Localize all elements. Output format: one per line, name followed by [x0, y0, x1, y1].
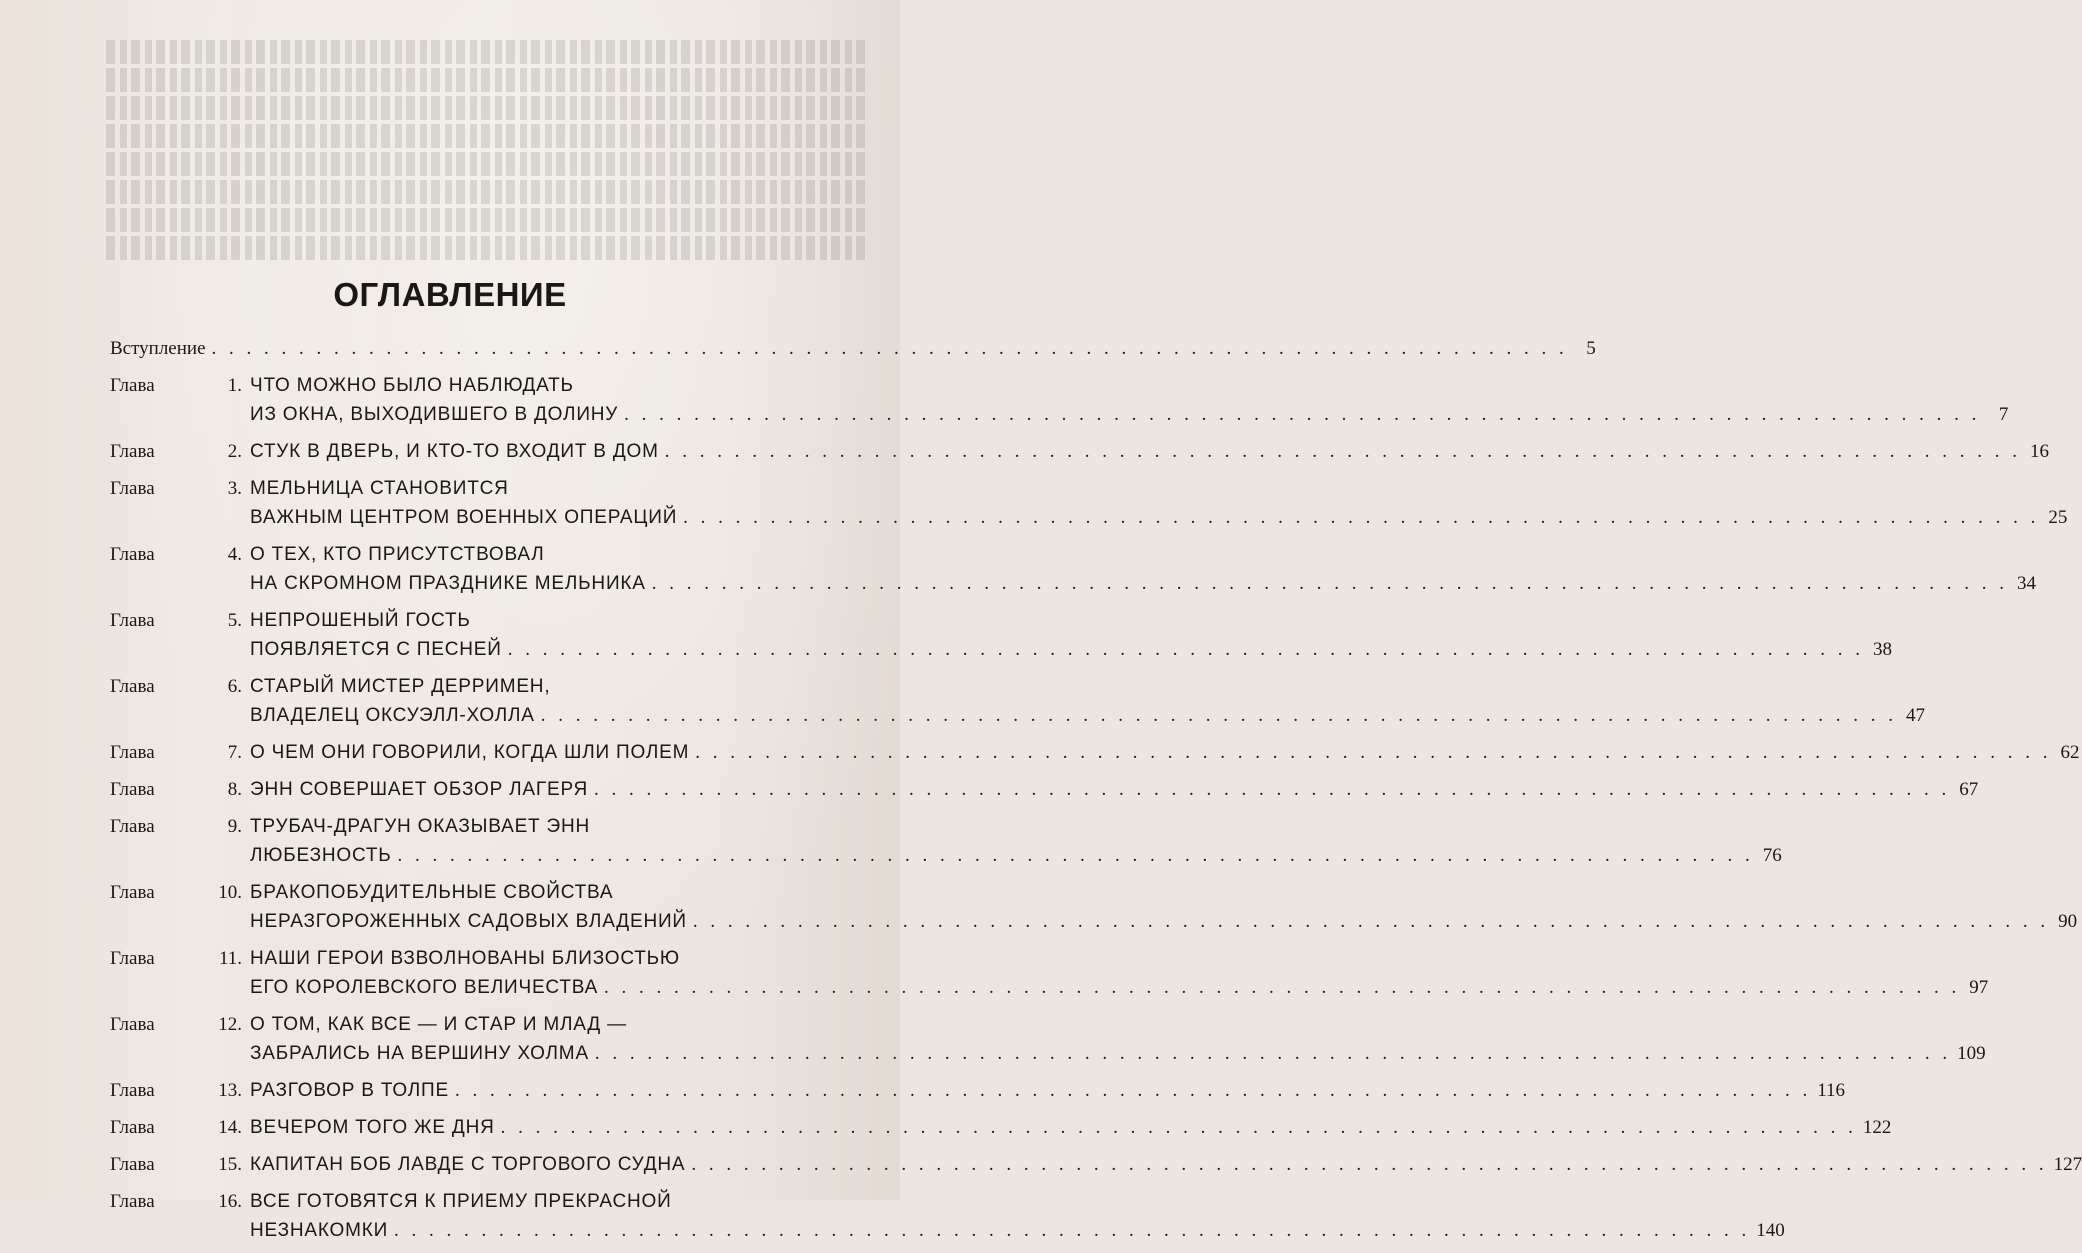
chapter-page-number: 16: [2029, 441, 2049, 462]
chapter-title-text: ЭНН СОВЕРШАЕТ ОБЗОР ЛАГЕРЯ: [250, 779, 589, 800]
chapter-number: 12.: [218, 1014, 242, 1035]
leader-dots: [665, 437, 2021, 466]
chapter-number: 4.: [227, 544, 242, 565]
chapter-page-number: 34: [2017, 573, 2036, 594]
leader-dots: [398, 841, 1754, 870]
toc-title: ОГЛАВЛЕНИЕ: [333, 276, 567, 313]
chapter-label: Глава: [110, 441, 155, 462]
chapter-title-text: ВСЕ ГОТОВЯТСЯ К ПРИЕМУ ПРЕКРАСНОЙ: [250, 1191, 672, 1212]
chapter-number: 8.: [227, 779, 242, 800]
chapter-title-block: [208, 672, 1925, 730]
toc-entry-chapter: [110, 1113, 1892, 1142]
chapter-title-line: [208, 878, 820, 907]
chapter-title-line: [208, 606, 820, 635]
chapter-label: Глава: [110, 478, 155, 499]
chapter-title-line: [208, 775, 1979, 804]
chapter-title-line: [208, 973, 1989, 1002]
chapter-label: Глава: [110, 610, 155, 631]
chapter-title-line: [208, 1187, 820, 1216]
chapter-number: 11.: [218, 948, 242, 969]
chapter-page-number: 38: [1872, 639, 1892, 660]
chapter-title-block: [208, 738, 2080, 767]
chapter-title-line: [208, 907, 2078, 936]
toc-entry-chapter: [110, 371, 2009, 429]
toc-entry-chapter: [110, 606, 1892, 664]
toc-entry-chapter: [110, 878, 2078, 936]
leader-dots: [394, 1216, 1750, 1245]
chapter-page-number: 97: [1969, 977, 1989, 998]
chapter-title-text: ЛЮБЕЗНОСТЬ: [250, 845, 392, 866]
toc-entry-intro: [110, 334, 1596, 363]
chapter-title-text: СТУК В ДВЕРЬ, И КТО-ТО ВХОДИТ В ДОМ: [250, 441, 659, 462]
leader-dots: [455, 1076, 1811, 1105]
chapter-label: Глава: [110, 742, 155, 763]
toc-entry-chapter: [110, 474, 2068, 532]
chapter-title-line: [208, 635, 1892, 664]
toc-entry-chapter: [110, 812, 1782, 870]
chapter-title-line: [208, 701, 1925, 730]
chapter-number: 10.: [218, 882, 242, 903]
chapter-title-line: [208, 400, 2009, 429]
chapter-title-text: О ЧЕМ ОНИ ГОВОРИЛИ, КОГДА ШЛИ ПОЛЕМ: [250, 742, 690, 763]
chapter-title-block: [208, 1113, 1892, 1142]
chapter-title-line: [208, 812, 820, 841]
leader-dots: [508, 635, 1864, 664]
chapter-title-block: [208, 1076, 1846, 1105]
chapter-title-line: [208, 841, 1782, 870]
toc-entry-chapter: [110, 1187, 1785, 1245]
toc-entry-chapter: [110, 437, 2049, 466]
chapter-number: 16.: [218, 1191, 242, 1212]
chapter-title-text: ВЕЧЕРОМ ТОГО ЖЕ ДНЯ: [250, 1117, 495, 1138]
toc-entry-chapter: [110, 1076, 1846, 1105]
leader-dots: [693, 907, 2049, 936]
chapter-title-line: [208, 1010, 820, 1039]
chapter-title-line: [208, 672, 820, 701]
chapter-title-line: [208, 1039, 1986, 1068]
chapter-title-text: ЧТО МОЖНО БЫЛО НАБЛЮДАТЬ: [250, 375, 574, 396]
chapter-page-number: 76: [1762, 845, 1782, 866]
chapter-label: Глава: [110, 816, 155, 837]
leader-dots: [624, 400, 1980, 429]
chapter-label: Глава: [110, 882, 155, 903]
chapter-title-line: [208, 371, 820, 400]
chapter-label: Глава: [110, 948, 155, 969]
leader-dots: [604, 973, 1960, 1002]
leader-dots: [501, 1113, 1857, 1142]
leader-dots: [541, 701, 1897, 730]
chapter-title-text: ВЛАДЕЛЕЦ ОКСУЭЛЛ-ХОЛЛА: [250, 705, 535, 726]
chapter-title-line: [208, 569, 2036, 598]
toc-entry-chapter: [110, 1150, 2082, 1179]
chapter-title-block: [208, 878, 2078, 936]
chapter-title-block: [208, 437, 2049, 466]
chapter-label: Глава: [110, 779, 155, 800]
chapter-number: 3.: [227, 478, 242, 499]
chapter-title-line: [208, 1150, 2082, 1179]
chapter-title-text: ВАЖНЫМ ЦЕНТРОМ ВОЕННЫХ ОПЕРАЦИЙ: [250, 507, 678, 528]
table-of-contents: [110, 334, 2082, 1253]
chapter-label: Глава: [110, 1080, 155, 1101]
chapter-title-text: ЗАБРАЛИСЬ НА ВЕРШИНУ ХОЛМА: [250, 1043, 589, 1064]
chapter-page-number: 109: [1957, 1043, 1986, 1064]
chapter-title-block: [208, 474, 2068, 532]
leader-dots: [691, 1150, 2047, 1179]
chapter-title-line: [208, 540, 820, 569]
chapter-page-number: 67: [1959, 779, 1979, 800]
chapter-page-number: 116: [1817, 1080, 1846, 1101]
chapter-title-text: ЕГО КОРОЛЕВСКОГО ВЕЛИЧЕСТВА: [250, 977, 599, 998]
chapter-title-block: [208, 1187, 1785, 1245]
intro-label: Вступление: [110, 338, 206, 359]
chapter-label: Глава: [110, 676, 155, 697]
chapter-title-text: О ТЕХ, КТО ПРИСУТСТВОВАЛ: [250, 544, 545, 565]
chapter-label: Глава: [110, 544, 155, 565]
intro-page-number: 5: [1586, 338, 1596, 359]
chapter-label: Глава: [110, 1117, 155, 1138]
toc-entry-chapter: [110, 672, 1925, 730]
toc-entry-chapter: [110, 738, 2080, 767]
chapter-title-text: НЕРАЗГОРОЖЕННЫХ САДОВЫХ ВЛАДЕНИЙ: [250, 911, 687, 932]
chapter-title-text: РАЗГОВОР В ТОЛПЕ: [250, 1080, 449, 1101]
chapter-number: 9.: [227, 816, 242, 837]
chapter-title-line: [208, 738, 2080, 767]
chapter-title-line: [208, 1113, 1892, 1142]
chapter-title-text: О ТОМ, КАК ВСЕ — И СТАР И МЛАД —: [250, 1014, 627, 1035]
chapter-title-text: ТРУБАЧ-ДРАГУН ОКАЗЫВАЕТ ЭНН: [250, 816, 591, 837]
chapter-title-line: [208, 944, 820, 973]
leader-dots: [594, 775, 1950, 804]
leader-dots: [595, 1039, 1951, 1068]
chapter-page-number: 140: [1756, 1220, 1785, 1241]
chapter-title-line: [208, 1216, 1785, 1245]
chapter-number: 15.: [218, 1154, 242, 1175]
leader-dots: [652, 569, 2008, 598]
toc-entry-chapter: [110, 540, 2036, 598]
chapter-title-text: ПОЯВЛЯЕТСЯ С ПЕСНЕЙ: [250, 639, 502, 660]
chapter-title-block: [208, 371, 2009, 429]
chapter-title-block: [208, 606, 1892, 664]
leader-dots: [212, 334, 1568, 363]
toc-entry-chapter: [110, 1010, 1986, 1068]
chapter-title-text: МЕЛЬНИЦА СТАНОВИТСЯ: [250, 478, 509, 499]
chapter-title-text: НА СКРОМНОМ ПРАЗДНИКЕ МЕЛЬНИКА: [250, 573, 646, 594]
leader-dots: [683, 503, 2039, 532]
chapter-title-text: НЕЗНАКОМКИ: [250, 1220, 389, 1241]
bleed-through-text: [105, 40, 865, 280]
chapter-number: 7.: [227, 742, 242, 763]
chapter-page-number: 90: [2058, 911, 2078, 932]
toc-entry-chapter: [110, 944, 1989, 1002]
chapter-number: 14.: [218, 1117, 242, 1138]
chapter-title-text: ИЗ ОКНА, ВЫХОДИВШЕГО В ДОЛИНУ: [250, 404, 619, 425]
chapter-title-text: СТАРЫЙ МИСТЕР ДЕРРИМЕН,: [250, 676, 551, 697]
chapter-title-block: [208, 944, 1989, 1002]
chapter-label: Глава: [110, 1191, 155, 1212]
chapter-title-line: [208, 437, 2049, 466]
chapter-number: 1.: [227, 375, 242, 396]
chapter-page-number: 7: [1998, 404, 2009, 425]
chapter-title-text: БРАКОПОБУДИТЕЛЬНЫЕ СВОЙСТВА: [250, 882, 614, 903]
chapter-page-number: 127: [2053, 1154, 2082, 1175]
chapter-title-block: [208, 775, 1979, 804]
chapter-title-block: [208, 540, 2036, 598]
chapter-page-number: 47: [1905, 705, 1925, 726]
chapter-page-number: 62: [2060, 742, 2080, 763]
chapter-number: 13.: [218, 1080, 242, 1101]
chapter-number: 6.: [227, 676, 242, 697]
chapter-number: 2.: [227, 441, 242, 462]
toc-entry-chapter: [110, 775, 1979, 804]
chapter-title-block: [208, 812, 1782, 870]
chapter-label: Глава: [110, 375, 155, 396]
chapter-label: Глава: [110, 1014, 155, 1035]
chapter-title-line: [208, 474, 820, 503]
chapter-page-number: 122: [1862, 1117, 1892, 1138]
chapter-title-block: [208, 1010, 1986, 1068]
chapter-page-number: 25: [2048, 507, 2068, 528]
leader-dots: [695, 738, 2051, 767]
chapter-title-text: НАШИ ГЕРОИ ВЗВОЛНОВАНЫ БЛИЗОСТЬЮ: [250, 948, 680, 969]
chapter-title-block: [208, 1150, 2082, 1179]
chapter-title-line: [208, 503, 2068, 532]
chapter-label: Глава: [110, 1154, 155, 1175]
chapter-number: 5.: [227, 610, 242, 631]
chapter-title-text: НЕПРОШЕНЫЙ ГОСТЬ: [250, 610, 471, 631]
chapter-title-line: [208, 1076, 1846, 1105]
chapter-title-text: КАПИТАН БОБ ЛАВДЕ С ТОРГОВОГО СУДНА: [250, 1154, 686, 1175]
